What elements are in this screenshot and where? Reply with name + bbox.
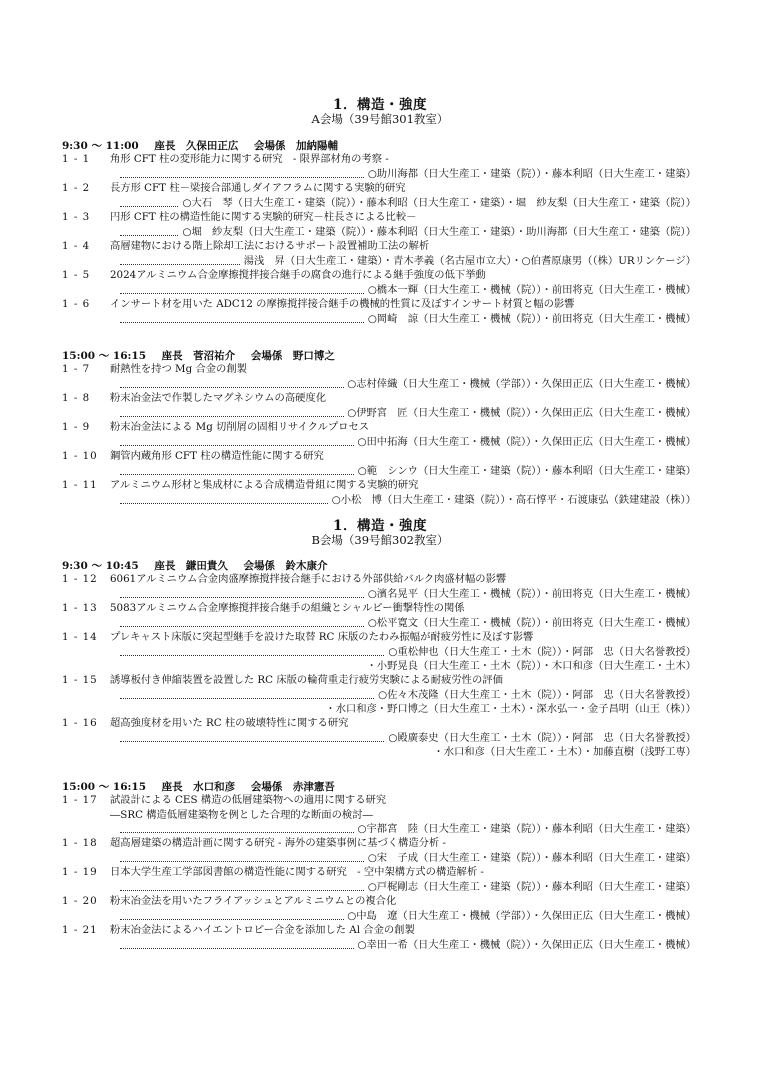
entry-authors: ○範 シンウ（日大生産工・建築（院））・藤本利昭（日大生産工・建築） [355,464,696,479]
entry-authors: ○松平寛文（日大生産工・機械（院））・前田将克（日大生産工・機械） [365,616,696,631]
entry-number: 1 - 10 [62,450,98,462]
section-a-venue: A会場（39号館301教室） [311,112,449,126]
program-entry [62,181,702,210]
program-entry [62,449,702,478]
entry-authors: ○重松伸也（日大生産工・土木（院））・阿部 忠（日大名誉教授） [385,645,696,660]
program-entry [62,152,702,181]
entry-number: 1 - 1 [62,153,91,165]
entry-authors-continued: ・水口和彦（日大生産工・土木）・加藤直樹（浅野工専） [430,745,696,760]
entry-number: 1 - 6 [62,298,91,310]
program-entry [62,836,702,865]
program-entry [62,391,702,420]
entry-title: プレキャスト床版に突起型継手を設けた取替 RC 床版のたわみ振幅が耐疲労性に及ぼす影響 [110,631,534,643]
entry-authors: ○大石 琴（日大生産工・建築（院））・藤本利昭（日大生産工・建築）・堀 紗友梨（日大生産工・建築（院）） [179,196,696,211]
entry-authors: ○中島 遼（日大生産工・機械（学部））・久保田正広（日大生産工・機械） [344,909,696,924]
session-time: 9:30 ～ 10:45 [62,560,139,572]
section-b-title: 1．構造・強度 [333,518,427,534]
entry-authors: ○橋本一輝（日大生産工・機械（院））・前田将克（日大生産工・機械） [365,283,696,298]
entry-number: 1 - 7 [62,363,91,375]
session-header [62,558,340,573]
session-time: 15:00 ～ 16:15 [62,350,147,362]
entry-title: 円形 CFT 柱の構造性能に関する実験的研究－柱長さによる比較－ [110,211,417,223]
entry-title: 高層建物における階上除却工法におけるサポート設置補助工法の解析 [110,240,430,252]
entry-authors: ○幸田一希（日大生産工・機械（院））・久保田正広（日大生産工・機械） [355,938,696,953]
program-entry [62,865,702,894]
entry-authors: ○助川海都（日大生産工・建築（院））・藤本利昭（日大生産工・建築） [365,167,696,182]
entry-title: 鋼管内蔵角形 CFT 柱の構造性能に関する研究 [110,450,324,462]
session-staff: 会場係 加納陽輔 [254,140,339,152]
entry-authors: 湯浅 昇（日大生産工・建築）・青木孝義（名古屋市立大）・○伯耆原康男（（株）URリンケージ） [241,254,696,269]
program-entry [62,362,702,391]
entry-title: 長方形 CFT 柱－梁接合部通しダイアフラムに関する実験的研究 [110,182,406,194]
session-chair: 座長 久保田正広 [154,140,239,152]
entry-authors: ○伊野宮 匠（日大生産工・機械（院））・久保田正広（日大生産工・機械） [344,406,696,421]
entry-subtitle: ―SRC 構造低層建築物を例とした合理的な断面の検討― [110,808,373,821]
program-entry [62,268,702,297]
entry-title: 日本大学生産工学部図書館の構造性能に関する研究 - 空中架構方式の構造解析 - [110,866,484,878]
entry-number: 1 - 21 [62,924,98,936]
entry-title: 6061アルミニウム合金肉盛摩擦撹拌接合継手における外部供給バルク肉盛材幅の影響 [110,573,507,585]
program-entry [62,297,702,326]
program-entry [62,923,702,952]
entry-number: 1 - 4 [62,240,91,252]
entry-authors: ○戸梶剛志（日大生産工・建築（院））・藤本利昭（日大生産工・建築） [365,880,696,895]
program-entry [62,478,702,507]
session-staff: 会場係 野口博之 [250,350,335,362]
section-a-title: 1．構造・強度 [333,97,427,113]
entry-number: 1 - 20 [62,895,98,907]
entry-number: 1 - 3 [62,211,91,223]
entry-number: 1 - 9 [62,421,91,433]
entry-title: 粉末冶金法によるハイエントロピー合金を添加した Al 合金の創製 [110,924,415,936]
entry-number: 1 - 14 [62,631,98,643]
entry-authors: ○志村倖織（日大生産工・機械（学部））・久保田正広（日大生産工・機械） [344,377,696,392]
entry-title: 粉末冶金法による Mg 切削屑の固相リサイクルプロセス [110,421,370,433]
entry-number: 1 - 15 [62,674,98,686]
entry-authors: ○宋 子成（日大生産工・建築（院））・藤本利昭（日大生産工・建築） [365,851,696,866]
entry-title: 粉末冶金法を用いたフライアッシュとアルミニウムとの複合化 [110,895,397,907]
entry-number: 1 - 17 [62,794,98,806]
entry-title: 角形 CFT 柱の変形能力に関する研究 - 限界部材角の考察 - [110,153,389,165]
entry-title: 耐熱性を持つ Mg 合金の創製 [110,363,247,375]
session-time: 9:30 ～ 11:00 [62,140,139,152]
entry-number: 1 - 11 [62,479,98,491]
program-entry [62,239,702,268]
entry-number: 1 - 5 [62,269,91,281]
entry-authors: ○佐々木茂隆（日大生産工・土木（院））・阿部 忠（日大名誉教授） [375,688,696,703]
entry-authors: ○濱名晃平（日大生産工・機械（院））・前田将克（日大生産工・機械） [365,587,696,602]
program-entry [62,793,702,837]
entry-authors: ○小松 博（日大生産工・建築（院））・高石惇平・石渡康弘（鉄建建設（株）） [329,493,696,508]
entry-number: 1 - 2 [62,182,91,194]
entry-number: 1 - 16 [62,717,98,729]
entry-title: 5083アルミニウム合金摩擦撹拌接合継手の組織とシャルピー衝撃特性の関係 [110,602,465,614]
session-staff: 会場係 鈴木康介 [243,560,328,572]
entry-authors: ○殿廣泰史（日大生産工・土木（院））・阿部 忠（日大名誉教授） [385,731,696,746]
session-header [62,348,347,363]
program-entry [62,894,702,923]
entry-number: 1 - 8 [62,392,91,404]
entry-number: 1 - 18 [62,837,98,849]
entry-authors: ○岡崎 諒（日大生産工・機械（院））・前田将克（日大生産工・機械） [365,312,696,327]
session-chair: 座長 菅沼祐介 [161,350,236,362]
entry-number: 1 - 13 [62,602,98,614]
program-entry [62,572,702,601]
program-entry [62,673,702,717]
entry-title: 誘導板付き伸縮装置を設置した RC 床版の輪荷重走行疲労実験による耐疲労性の評価 [110,674,503,686]
program-entry [62,716,702,760]
entry-authors-continued: ・小野晃良（日大生産工・土木（院））・木口和彦（日大生産工・土木） [364,659,697,674]
program-entry [62,210,702,239]
session-staff: 会場係 赤津憲吾 [250,781,335,793]
entry-authors: ○田中拓海（日大生産工・機械（院））・久保田正広（日大生産工・機械） [355,435,696,450]
section-b-venue: B会場（39号館302教室） [311,533,449,547]
entry-number: 1 - 12 [62,573,98,585]
session-header [62,138,350,153]
entry-title: 粉末冶金法で作製したマグネシウムの高硬度化 [110,392,327,404]
entry-title: インサート材を用いた ADC12 の摩擦撹拌接合継手の機械的性質に及ぼすインサート材質と幅の影響 [110,298,575,310]
entry-title: 2024アルミニウム合金摩擦撹拌接合継手の腐食の進行による継手強度の低下挙動 [110,269,486,281]
entry-authors: ○堀 紗友梨（日大生産工・建築（院））・藤本利昭（日大生産工・建築）・助川海都（日大生産工・建築（院）） [179,225,696,240]
session-header [62,779,347,794]
entry-title: 超高層建築の構造計画に関する研究 - 海外の建築事例に基づく構造分析 - [110,837,446,849]
entry-title: 超高強度材を用いた RC 柱の破壊特性に関する研究 [110,717,349,729]
program-entry [62,601,702,630]
session-chair: 座長 鎌田貴久 [154,560,228,572]
entry-title: 試設計による CES 構造の低層建築物への適用に関する研究 [110,794,387,806]
entry-authors-continued: ・水口和彦・野口博之（日大生産工・土木）・深水弘一・金子昌明（山王（株）） [322,702,696,717]
program-entry [62,420,702,449]
entry-title: アルミニウム形材と集成材による合成構造骨組に関する実験的研究 [110,479,419,491]
session-chair: 座長 水口和彦 [161,781,236,793]
entry-number: 1 - 19 [62,866,98,878]
program-entry [62,630,702,674]
session-time: 15:00 ～ 16:15 [62,781,147,793]
entry-authors: ○宇都宮 陸（日大生産工・建築（院））・藤本利昭（日大生産工・建築） [355,822,696,837]
